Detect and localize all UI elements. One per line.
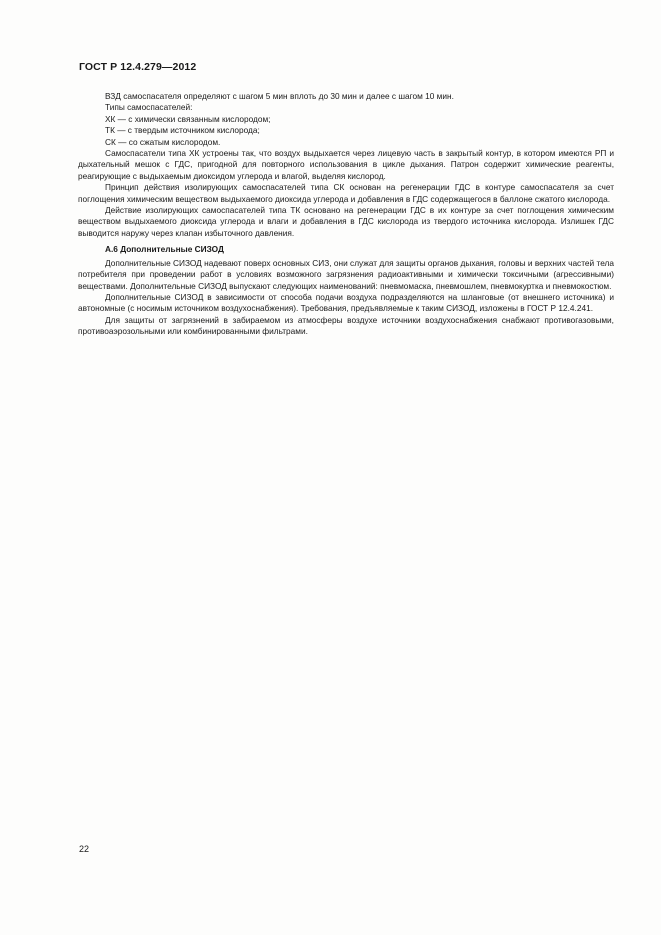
list-item-type-sk: СК — со сжатым кислородом.	[105, 136, 221, 147]
paragraph-additional-sizod: Дополнительные СИЗОД надевают поверх основных СИЗ, они служат для защиты органов дыхания, головы и верхних частей тела потребителя при проведении работ в условиях возможного загрязнения радиоактивными и химически токсичными (агрессивными) веществами. Дополнительные СИЗОД выпускают следующих наименований: пневмомаска, пневмошлем, пневмокуртка и пневмокостюм.	[78, 257, 614, 291]
document-body	[78, 91, 614, 338]
list-item-type-hk: ХК — с химически связанным кислородом;	[105, 113, 271, 124]
page-number: 22	[79, 844, 90, 854]
paragraph-filters: Для защиты от загрязнений в забираемом из атмосферы воздухе источники воздухоснабжения снабжают противогазовыми, противоаэрозольными или комбинированными фильтрами.	[78, 314, 614, 337]
paragraph-type-hk-description: Самоспасатели типа ХК устроены так, что воздух выдыхается через лицевую часть в закрытый контур, в котором имеются РП и дыхательный мешок с ГДС, пригодной для повторного использования в цикле дыхания. Патрон содержит химические реагенты, реагирующие с выдыхаемым диоксидом углерода и влагой, выделяя кислород.	[78, 148, 614, 181]
paragraph-type-tk-action: Действие изолирующих самоспасателей типа ТК основано на регенерации ГДС в их контуре за счет поглощения химическим веществом выдыхаемого диоксида углерода и влаги и добавления в ГДС кислорода из твердого источника кислорода. Излишек ГДС выводится наружу через клапан избыточного давления.	[78, 205, 614, 238]
list-item-type-tk: ТК — с твердым источником кислорода;	[105, 125, 260, 136]
document-header: ГОСТ Р 12.4.279—2012	[79, 61, 197, 73]
paragraph-air-supply-types: Дополнительные СИЗОД в зависимости от способа подачи воздуха подразделяются на шланговые (от внешнего источника) и автономные (с носимым источником воздухоснабжения). Требования, предъявляемые к таким СИЗОД, изложены в ГОСТ Р 12.4.241.	[78, 291, 614, 314]
paragraph-vzd-step: ВЗД самоспасателя определяют с шагом 5 мин вплоть до 30 мин и далее с шагом 10 мин.	[105, 91, 454, 101]
paragraph-type-sk-principle: Принцип действия изолирующих самоспасателей типа СК основан на регенерации ГДС в контуре самоспасателя за счет поглощения химическим веществом выдыхаемого диоксида углерода и добавления в ГДС содержащегося в баллоне сжатого кислорода.	[78, 182, 614, 204]
paragraph-types-intro: Типы самоспасателей:	[105, 102, 193, 113]
section-heading-a6: А.6 Дополнительные СИЗОД	[105, 244, 224, 255]
